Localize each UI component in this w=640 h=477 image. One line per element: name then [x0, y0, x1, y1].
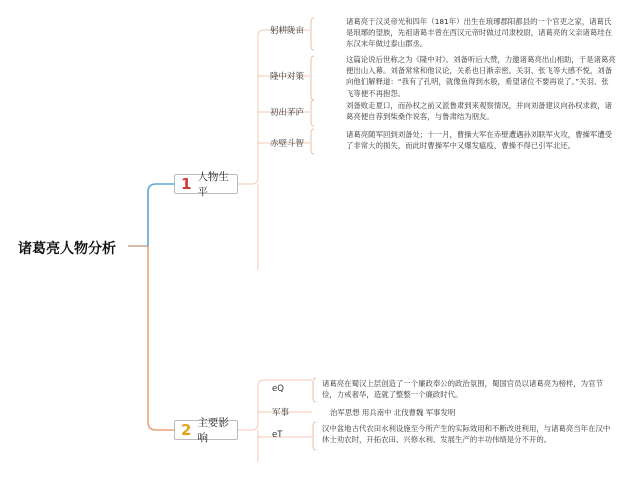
branch1-connector — [148, 184, 174, 246]
sub-node-label[interactable]: eQ — [272, 384, 284, 394]
branch-label: 主要影响 — [197, 417, 229, 444]
detail-text: 刘备败走夏口，而孙权之前又派鲁肃到来观察情况，并向刘备建议向孙权求救，诸葛亮便自荐到柴桑作说客，与鲁肃结为朋友。 — [346, 101, 613, 122]
sub-node-label[interactable]: 赤壁斗智 — [270, 139, 305, 149]
detail-text: 治军思想 用兵南中 北伐曹魏 军事发明 — [330, 408, 456, 417]
detail-bracket-2 — [311, 56, 314, 100]
sub-node-label[interactable]: eT — [272, 430, 283, 440]
branch-number: 1 — [181, 174, 192, 193]
branch-number: 2 — [181, 420, 192, 439]
detail-bracket-3 — [311, 100, 314, 126]
detail-bracket-5 — [313, 378, 316, 402]
detail-text: 诸葛亮在蜀汉上层创造了一个廉政奉公的政治氛围，蜀国官员以诸葛亮为榜样，为官节俭，力戒奢华，造就了整整一个廉政时代。 — [322, 379, 603, 400]
detail-bracket-1 — [311, 18, 314, 50]
sub-node-label[interactable]: 初出茅庐 — [270, 108, 305, 118]
detail-bracket-4 — [311, 129, 314, 154]
detail-text: 这篇论说后世称之为《隆中对》。刘备听后大赞，力邀诸葛亮出山相助，于是诸葛亮便出山入幕。刘备常常和他议论，关系也日渐亲密。关羽、张飞等大感不悦，刘备向他们解释道：“我有了孔明，就像鱼得到水般，希望诸位不要再说了。”关羽、张飞等便不再抱怨。 — [346, 55, 616, 98]
detail-text: 诸葛亮随军回到刘备处；十一月，曹操大军在赤壁遭遇孙刘联军火攻，曹操军遭受了非常大的损失，而此时曹操军中又爆发瘟疫，曹操不得已引军北还。 — [346, 130, 613, 151]
sub-node-label[interactable]: 军事 — [272, 408, 290, 418]
branch-node-life[interactable] — [174, 171, 238, 198]
detail-text: 诸葛亮于汉灵帝光和四年（181年）出生在琅琊郡阳都县的一个官吏之家，诸葛氏是琅琊的望族，先祖诸葛丰曾在西汉元帝时做过司隶校尉，诸葛亮的父亲诸葛珪在东汉末年做过泰山郡丞。 — [346, 17, 613, 49]
detail-bracket-6 — [313, 422, 316, 450]
root-title: 诸葛亮人物分析 — [18, 241, 116, 257]
sub-node-label[interactable]: 躬耕陇亩 — [270, 26, 305, 36]
branch2-connector — [148, 246, 174, 430]
detail-text: 汉中盆地古代农田水利设施至今所产生的实际效用和不断改进利用，与诸葛亮当年在汉中休士劝农时，开拓农田、兴修水利、发展生产的丰功伟绩是分不开的。 — [322, 424, 611, 445]
branch-node-influence[interactable] — [174, 417, 238, 444]
sub-node-label[interactable]: 隆中对策 — [270, 72, 305, 82]
branch-label: 人物生平 — [197, 171, 229, 198]
